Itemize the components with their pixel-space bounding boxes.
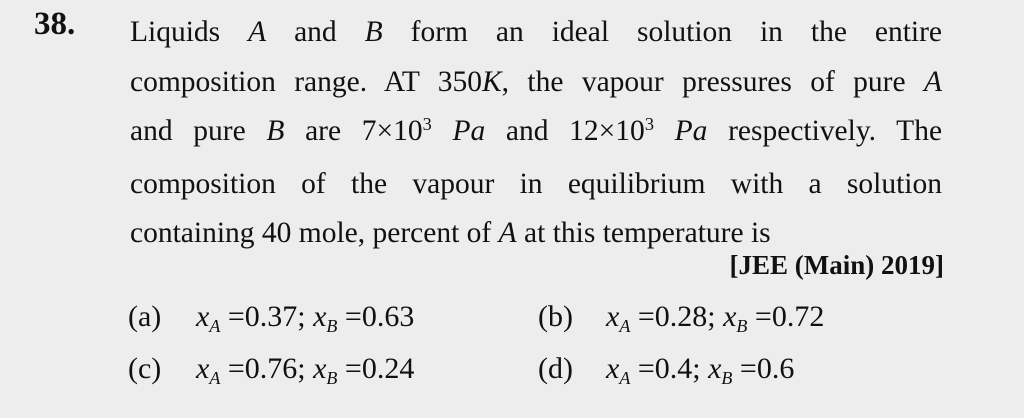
sub-b: B — [326, 368, 338, 389]
variable-b: B — [364, 16, 383, 48]
equals: = — [747, 300, 772, 333]
exam-source: [JEE (Main) 2019] — [729, 250, 944, 280]
variable-a: A — [248, 16, 267, 48]
sub-a: A — [619, 368, 631, 389]
option-label: (d) — [538, 352, 573, 385]
pressure-b-base: 12×10 — [569, 115, 645, 147]
text-fragment: and — [294, 16, 337, 48]
sub-b: B — [736, 316, 748, 337]
question-line-2 — [130, 58, 942, 108]
question-line-1 — [130, 8, 942, 58]
text-fragment: and — [505, 115, 549, 147]
pressure-a — [362, 115, 485, 147]
equals: = — [220, 300, 245, 333]
option-xb-value: 0.72 — [771, 300, 825, 333]
pressure-a-base: 7×10 — [361, 115, 423, 147]
unit-pascal: Pa — [674, 115, 708, 147]
option-xa-value: 0.4 — [654, 352, 693, 385]
text-fragment: Liquids — [130, 16, 221, 48]
separator: ; — [297, 300, 306, 333]
var-x: x — [606, 352, 620, 385]
text-fragment: , the vapour pressures of pure — [501, 65, 906, 98]
option-xb-value: 0.6 — [756, 352, 795, 385]
unit-pascal: Pa — [452, 115, 486, 147]
option-xa-value: 0.76 — [244, 352, 298, 385]
option-label: (c) — [128, 352, 162, 385]
option-c[interactable] — [128, 352, 415, 389]
variable-b: B — [266, 115, 285, 147]
variable-a: A — [923, 65, 942, 98]
option-xa-value: 0.28 — [654, 300, 708, 333]
sub-a: A — [209, 316, 221, 337]
equals: = — [220, 352, 245, 385]
option-label: (a) — [128, 300, 162, 333]
sub-b: B — [721, 368, 733, 389]
var-x: x — [708, 352, 722, 385]
option-xb-value: 0.24 — [361, 352, 415, 385]
equals: = — [337, 300, 362, 333]
text-fragment: respectively. The — [728, 115, 943, 147]
separator: ; — [692, 352, 701, 385]
equals: = — [630, 352, 655, 385]
equals: = — [630, 300, 655, 333]
var-x: x — [196, 300, 210, 333]
option-d[interactable] — [538, 352, 795, 389]
var-x: x — [606, 300, 620, 333]
separator: ; — [707, 300, 716, 333]
var-x: x — [313, 300, 327, 333]
separator: ; — [297, 352, 306, 385]
pressure-b — [569, 115, 707, 147]
var-x: x — [313, 352, 327, 385]
question-line-4: composition of the vapour in equilibrium with a solution — [130, 167, 942, 200]
pressure-a-exponent: 3 — [422, 113, 432, 134]
text-fragment: and pure — [130, 115, 246, 147]
question-text — [130, 8, 942, 259]
var-x: x — [723, 300, 737, 333]
option-label: (b) — [538, 300, 573, 333]
equals: = — [732, 352, 757, 385]
text-fragment: are — [305, 115, 342, 147]
sub-a: A — [619, 316, 631, 337]
variable-a: A — [498, 217, 517, 249]
text-fragment: at this temperature is — [524, 217, 771, 249]
option-a[interactable] — [128, 300, 415, 337]
text-fragment: form an ideal solution in the entire — [410, 16, 943, 48]
option-xa-value: 0.37 — [244, 300, 298, 333]
sub-a: A — [209, 368, 221, 389]
text-fragment: containing 40 mole, percent of — [130, 217, 492, 249]
question-number: 38. — [34, 6, 76, 42]
var-x: x — [196, 352, 210, 385]
pressure-b-exponent: 3 — [644, 113, 654, 134]
sub-b: B — [326, 316, 338, 337]
equals: = — [337, 352, 362, 385]
option-b[interactable] — [538, 300, 825, 337]
text-fragment: composition range. AT 350 — [130, 65, 482, 98]
option-xb-value: 0.63 — [361, 300, 415, 333]
question-line-3 — [130, 107, 942, 160]
unit-kelvin: K — [481, 65, 502, 98]
